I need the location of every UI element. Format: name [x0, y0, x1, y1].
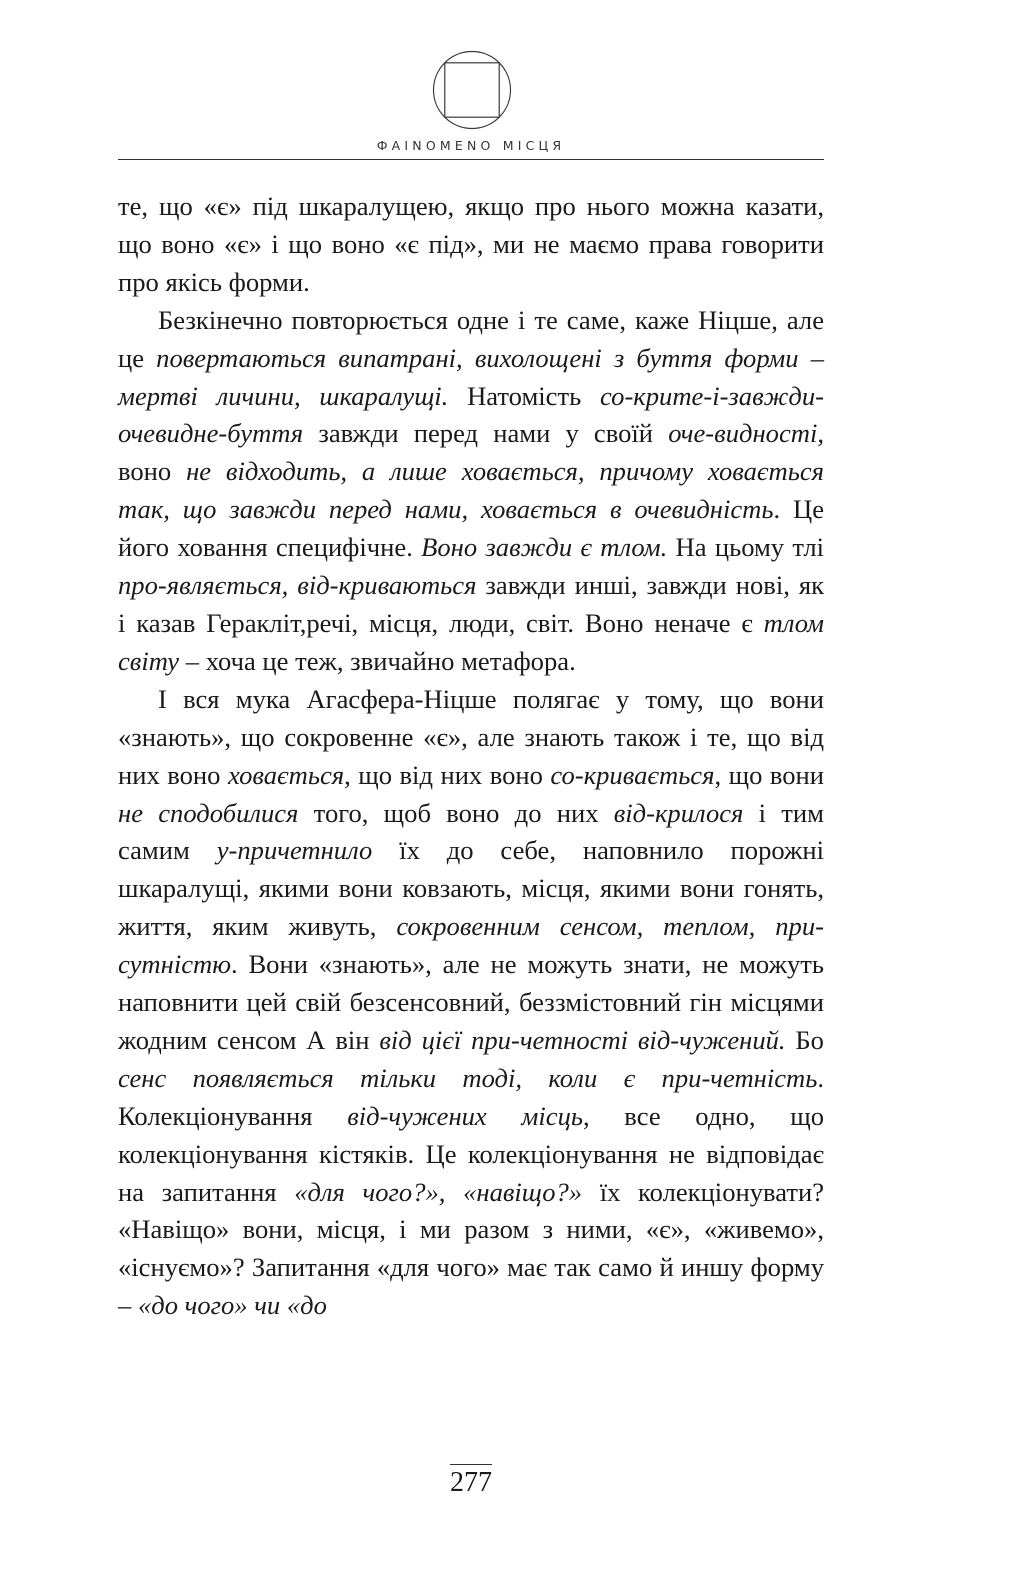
text-span: , що вони: [714, 759, 824, 790]
italic-span: сокровенним сенсом, теплом, при-сутністю: [118, 911, 824, 980]
italic-span: від цієї при-четності від-чужений.: [379, 1024, 786, 1055]
italic-span: Воно завжди є тлом.: [421, 532, 668, 563]
text-span: , що від них воно: [344, 759, 551, 790]
header-rule: [118, 159, 824, 160]
paragraph-1: [118, 188, 824, 302]
text-span: їх до себе, наповнило порожні шкаралущі, якими вони ковзають, місця, якими вони гонять, життя, яким живуть,: [118, 835, 824, 942]
text-span: Бо: [785, 1024, 824, 1055]
italic-span: не відходить, а лише ховається, причому ховається так, що завжди перед нами, ховається в очевидність: [118, 456, 825, 525]
italic-span: повертаються випатрані, вихолощені з буття форми – мертві личини, шкаралущі.: [118, 342, 824, 411]
text-span: завжди инші, завжди нові, як і казав Геракліт,речі, місця, люди, світ. Воно неначе є: [118, 570, 824, 638]
paragraph-3: [118, 681, 824, 1325]
text-span: завжди перед нами у своїй: [303, 418, 669, 449]
text-span: І вся мука Агасфера-Ніцше полягає у тому, що вони «знають», що сокровенне «є», але знають також і те, що від них воно: [118, 683, 824, 790]
italic-span: не сподобилися: [118, 797, 299, 828]
text-span: того, щоб воно до них: [298, 797, 614, 828]
circle-square-emblem-icon: [432, 50, 512, 130]
text-span: їх колекціонувати? «Навіщо» вони, місця, і ми разом з ними, «є», «живемо», «існуємо»? Запитання «для чого» має так само й иншу форму –: [118, 1176, 824, 1321]
italic-span: тлом світу: [118, 607, 824, 676]
paragraph-2: [118, 302, 824, 681]
text-span: те, що «є» під шкаралущею, якщо про нього можна казати, що воно «є» і що воно «є під», ми не маємо права говорити про якісь форми.: [118, 191, 824, 297]
page-body: [118, 188, 824, 1325]
running-head-title: ФAINOMENO МІСЦЯ: [376, 138, 566, 153]
italic-span: у-причетнило: [216, 835, 373, 866]
italic-span: со-кривається: [550, 759, 715, 790]
page-number: [118, 1464, 824, 1500]
text-span: . Колекціонування: [118, 1062, 824, 1131]
italic-span: сенс появляється тільки тоді, коли є при-четність: [118, 1062, 818, 1093]
page-number-text: 277: [450, 1464, 492, 1500]
italic-span: оче-видності,: [668, 418, 824, 449]
text-span: Безкінечно повторюється одне і те саме, каже Ніцше, але це: [118, 304, 824, 373]
text-span: і тим самим: [118, 797, 824, 866]
text-span: На цьому тлі: [667, 532, 824, 563]
italic-span: «до чого» чи «до: [137, 1290, 327, 1321]
text-span: . Це його ховання специфічне.: [118, 494, 824, 563]
italic-span: «для чого?», «навіщо?»: [294, 1176, 583, 1207]
text-span: . Вони «знають», але не можуть знати, не можуть наповнити цей свій безсенсовний, беззмістовний гін місцями жодним сенсом А він: [118, 949, 824, 1055]
italic-span: ховається: [227, 759, 345, 790]
text-span: Натомість: [448, 380, 600, 411]
italic-span: про-являється, від-криваються: [118, 570, 477, 601]
italic-span: від-чужених місць: [347, 1100, 583, 1131]
text-span: – хоча це теж, звичайно метафора.: [179, 645, 576, 676]
italic-span: від-крилося: [613, 797, 744, 828]
text-span: воно: [118, 456, 187, 487]
italic-span: со-крите-і-завжди-очевидне-буття: [118, 380, 824, 449]
text-span: , все одно, що колекціонування кістяків. Це колекціонування не відповідає на запитання: [118, 1100, 824, 1207]
